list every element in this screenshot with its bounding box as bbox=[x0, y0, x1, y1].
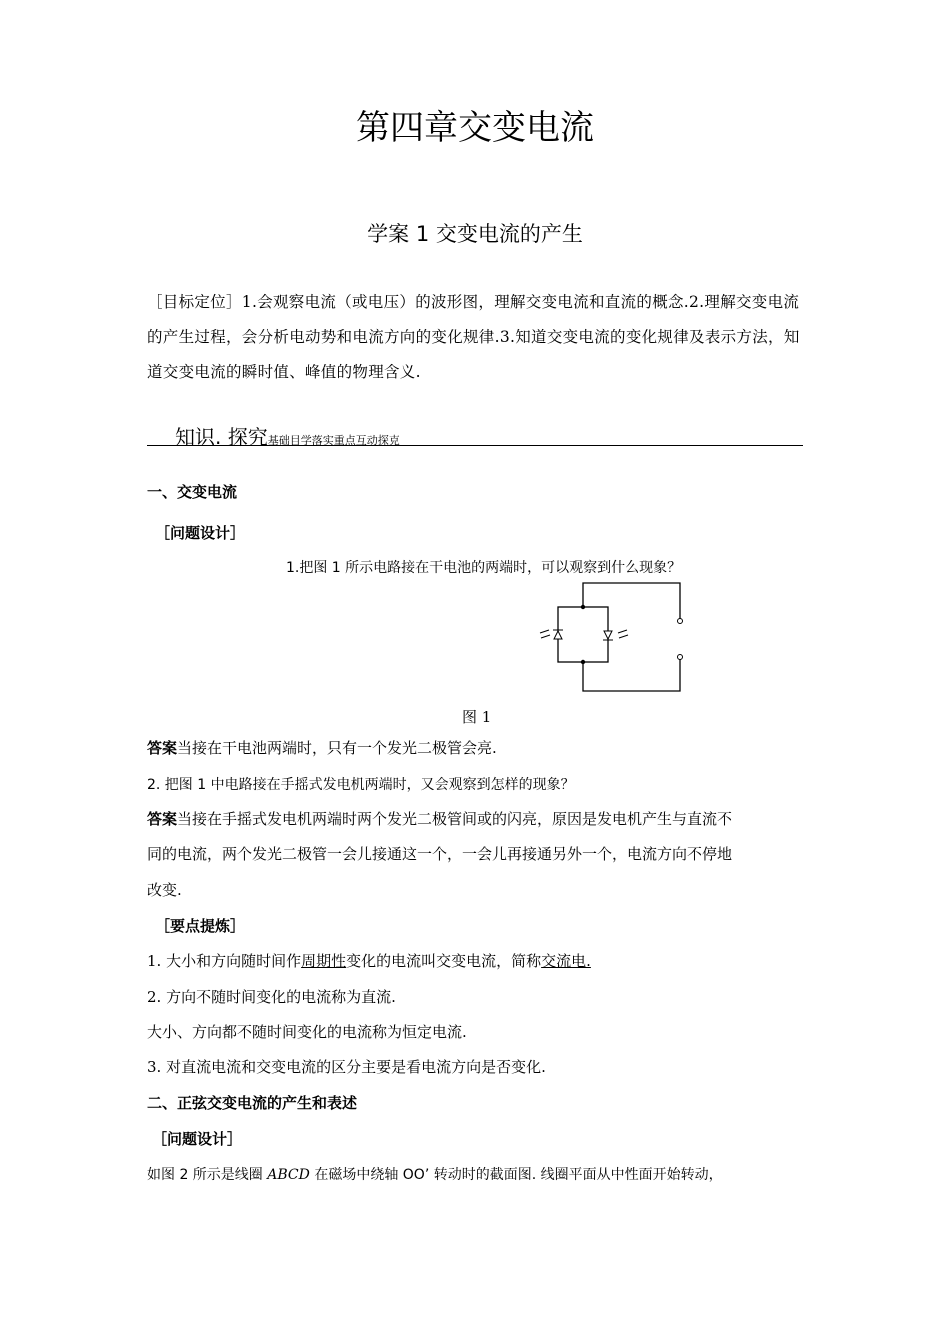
circuit-wire-top bbox=[583, 583, 680, 621]
answer-2-line-3: 改变. bbox=[147, 881, 182, 899]
answer-label: 答案 bbox=[147, 739, 178, 757]
problem-design-label: ［问题设计］ bbox=[155, 524, 246, 542]
term-periodic: 周期性 bbox=[301, 952, 347, 970]
key-points-label: ［要点提炼］ bbox=[155, 917, 246, 935]
answer-2-line-1 bbox=[147, 808, 732, 829]
section2-intro-text-rest: 在磁场中绕轴 OO’ 转动时的截面图. 线圈平面从中性面开始转动， bbox=[309, 1167, 723, 1183]
question-2: 2. 把图 1 中电路接在手摇式发电机两端时，又会观察到怎样的现象？ bbox=[147, 777, 575, 793]
answer-1 bbox=[147, 737, 497, 758]
section2-intro bbox=[147, 1164, 723, 1184]
section2-heading: 二、正弦交变电流的产生和表述 bbox=[147, 1094, 358, 1112]
problem-design-label-2: ［问题设计］ bbox=[152, 1130, 243, 1148]
key-point-2: 2. 方向不随时间变化的电流称为直流. bbox=[147, 988, 396, 1006]
answer-2-line-2: 同的电流，两个发光二极管一会儿接通这一个，一会儿再接通另外一个，电流方向不停地 bbox=[147, 845, 733, 863]
key-point-1 bbox=[147, 950, 591, 971]
question-1: 1.把图 1 所示电路接在干电池的两端时，可以观察到什么现象？ bbox=[286, 560, 682, 576]
terminal-bottom bbox=[678, 655, 683, 660]
section-header-main: 知识. 探究 bbox=[175, 425, 268, 449]
junction-dot-top bbox=[581, 605, 585, 609]
learning-objectives: ［目标定位］1.会观察电流（或电压）的波形图，理解交变电流和直流的概念.2.理解交变电流的产生过程，会分析电动势和电流方向的变化规律.3.知道交变电流的变化规律及表示方法，知道交变电流的瞬时值、峰值的物理含义. bbox=[147, 293, 800, 381]
figure-1-caption: 图 1 bbox=[462, 708, 492, 726]
section-divider bbox=[147, 445, 803, 446]
chapter-title: 第四章交变电流 bbox=[356, 108, 594, 148]
section1-heading: 一、交变电流 bbox=[147, 483, 238, 501]
circuit-diagram bbox=[530, 578, 695, 696]
terminal-top bbox=[678, 619, 683, 624]
answer-2-text: 当接在手摇式发电机两端时两个发光二极管间或的闪亮，原因是发电机产生与直流不 bbox=[177, 810, 733, 828]
led-right-icon bbox=[603, 630, 628, 640]
circuit-loop bbox=[558, 607, 608, 662]
led-left-icon bbox=[540, 630, 563, 639]
section2-intro-text: 如图 2 所示是线圈 bbox=[147, 1167, 268, 1183]
key-point-2b: 大小、方向都不随时间变化的电流称为恒定电流. bbox=[147, 1023, 467, 1041]
term-alternating-current: 交流电. bbox=[541, 952, 591, 970]
answer-1-text: 当接在干电池两端时，只有一个发光二极管会亮. bbox=[177, 739, 497, 757]
answer-label: 答案 bbox=[147, 810, 178, 828]
key-point-1-text: 1. 大小和方向随时间作 bbox=[147, 952, 302, 970]
key-point-3: 3. 对直流电流和交变电流的区分主要是看电流方向是否变化. bbox=[147, 1058, 546, 1076]
lesson-title: 学案 1 交变电流的产生 bbox=[367, 222, 583, 246]
junction-dot-bottom bbox=[581, 660, 585, 664]
key-point-1-text-mid: 变化的电流叫交变电流，简称 bbox=[346, 952, 542, 970]
section-header-sub: 基础目学落实重点互动探克 bbox=[267, 434, 400, 447]
coil-label: ABCD bbox=[267, 1167, 310, 1183]
